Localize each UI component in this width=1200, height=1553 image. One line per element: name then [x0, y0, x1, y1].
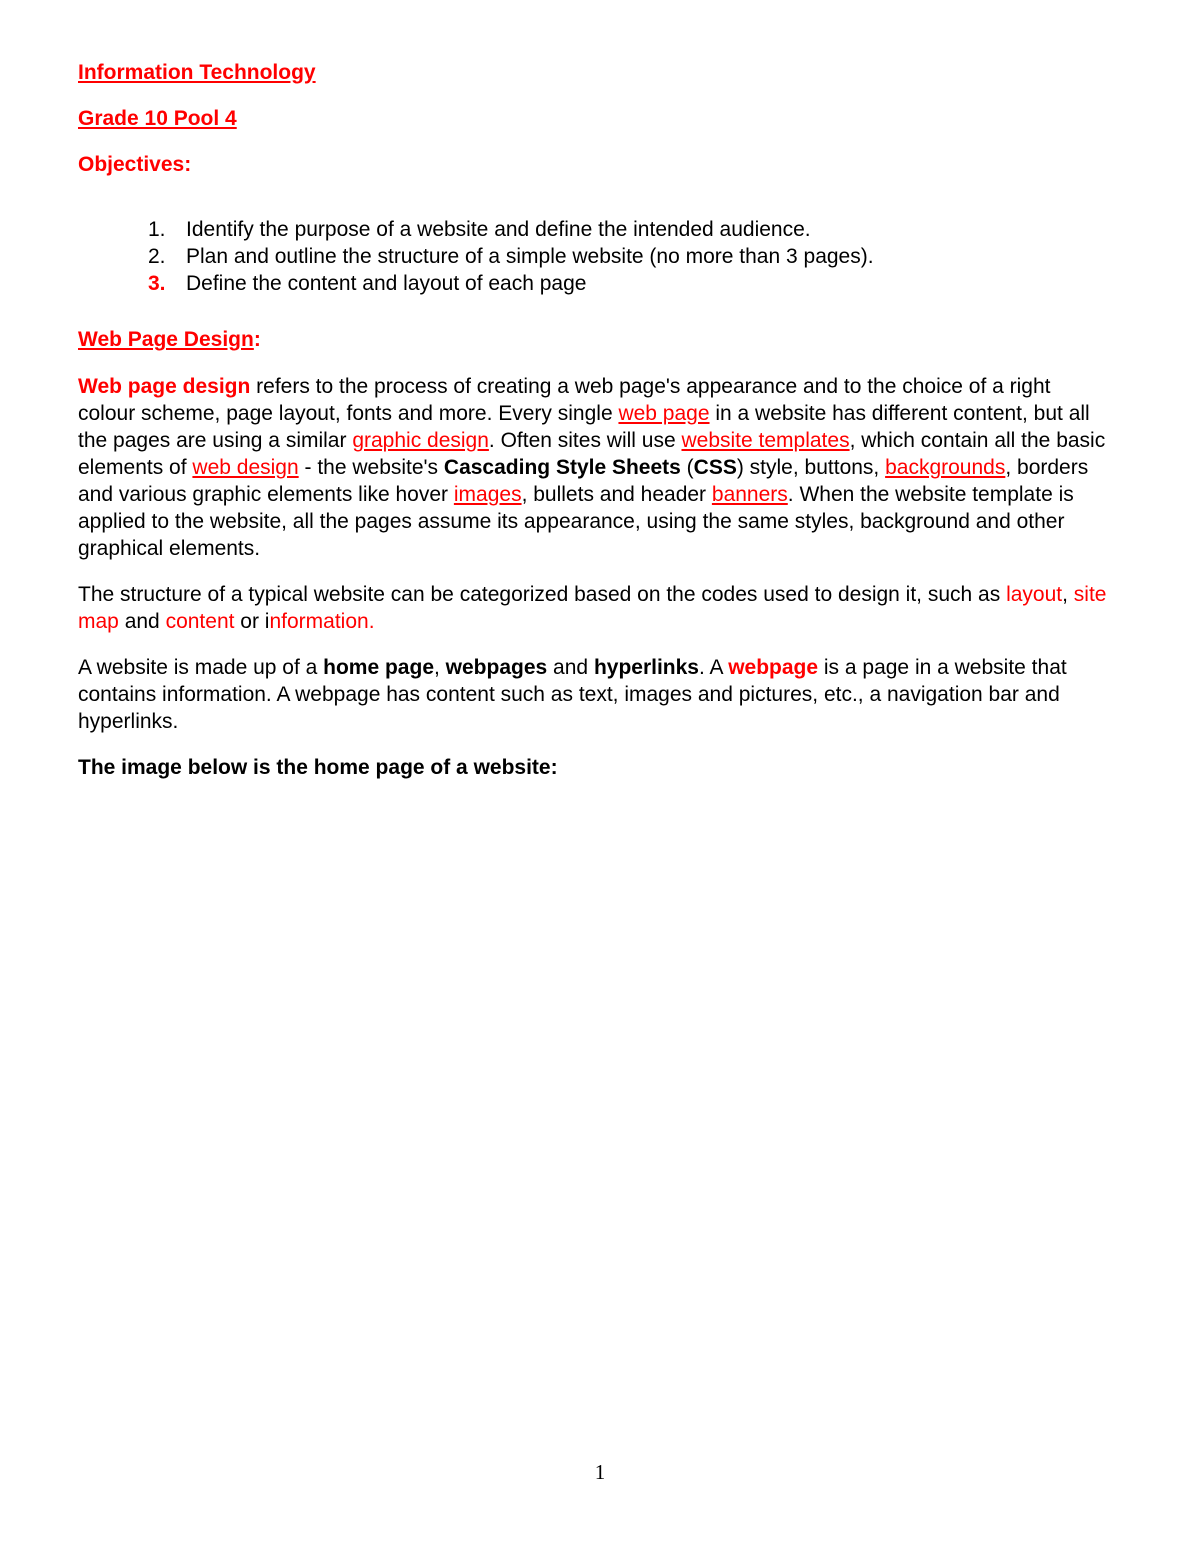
term-css-full: Cascading Style Sheets — [443, 456, 681, 479]
term-webpage: webpage — [728, 656, 819, 679]
text-run: , which contain all the basic elements of — [78, 429, 1106, 479]
list-number: 1. — [148, 218, 166, 241]
text-run: The structure of a typical website can be categorized based on the codes used to design it, such as — [78, 583, 1007, 606]
text-run: , — [434, 656, 446, 679]
link-graphic-design[interactable]: graphic design — [352, 429, 489, 452]
section-heading-text: Web Page Design — [78, 328, 254, 351]
list-item — [78, 270, 1108, 297]
text-run: is a page in a website that contains information. A webpage has content such as text, images and pictures, etc., a navigation bar and hyperlinks. — [78, 656, 1067, 733]
list-text: Plan and outline the structure of a simple website (no more than 3 pages). — [186, 245, 874, 268]
link-web-design[interactable]: web design — [192, 456, 299, 479]
link-banners[interactable]: banners — [711, 483, 788, 506]
document-page — [78, 60, 1108, 800]
objectives-heading: Objectives: — [78, 153, 192, 176]
link-backgrounds[interactable]: backgrounds — [885, 456, 1006, 479]
paragraph-web-page-design — [78, 373, 1108, 562]
text-run: . Often sites will use — [488, 429, 682, 452]
section-heading-colon: : — [253, 328, 261, 351]
text-run: in a website has different content, but all the pages are using a similar — [78, 402, 1090, 452]
term-webpages: webpages — [445, 656, 548, 679]
term-layout: layout — [1006, 583, 1063, 606]
objectives-list — [78, 216, 1108, 297]
link-web-page[interactable]: web page — [618, 402, 710, 425]
text-run: and — [118, 610, 166, 633]
page-number: 1 — [594, 1460, 606, 1484]
text-run: or i — [234, 610, 270, 633]
term-site-map: site map — [78, 583, 1107, 633]
list-item — [78, 243, 1108, 270]
doc-title: Information Technology — [78, 61, 316, 84]
text-run: refers to the process of creating a web page's appearance and to the choice of a right colour scheme, page layout, fonts and more. Every single — [78, 375, 1051, 425]
text-run: , bullets and header — [521, 483, 712, 506]
term-content: content — [165, 610, 235, 633]
text-run: . When the website template is applied to the website, all the pages assume its appearance, using the same styles, background and other graphical elements. — [78, 483, 1074, 560]
list-text: Identify the purpose of a website and define the intended audience. — [186, 218, 811, 241]
text-run: . A — [698, 656, 729, 679]
text-run: , — [1062, 583, 1074, 606]
paragraph-website-parts — [78, 654, 1108, 735]
paragraph-image-caption: The image below is the home page of a website: — [78, 756, 558, 779]
term-hyperlinks: hyperlinks — [593, 656, 699, 679]
list-number: 3. — [148, 272, 166, 295]
link-images[interactable]: images — [453, 483, 522, 506]
term-web-page-design: Web page design — [78, 375, 251, 398]
paragraph-structure — [78, 581, 1108, 635]
term-home-page: home page — [323, 656, 434, 679]
list-number: 2. — [148, 245, 166, 268]
link-website-templates[interactable]: website templates — [681, 429, 850, 452]
list-item — [78, 216, 1108, 243]
text-run: , borders and various graphic elements like hover — [78, 456, 1089, 506]
term-css: CSS — [693, 456, 737, 479]
doc-subtitle: Grade 10 Pool 4 — [78, 107, 237, 130]
text-run: ( — [680, 456, 694, 479]
text-run: - the website's — [298, 456, 444, 479]
list-text: Define the content and layout of each page — [186, 272, 587, 295]
section-heading — [78, 327, 1108, 353]
text-run: and — [547, 656, 594, 679]
text-run: ) style, buttons, — [736, 456, 886, 479]
term-information: nformation. — [269, 610, 375, 633]
text-run: A website is made up of a — [78, 656, 324, 679]
